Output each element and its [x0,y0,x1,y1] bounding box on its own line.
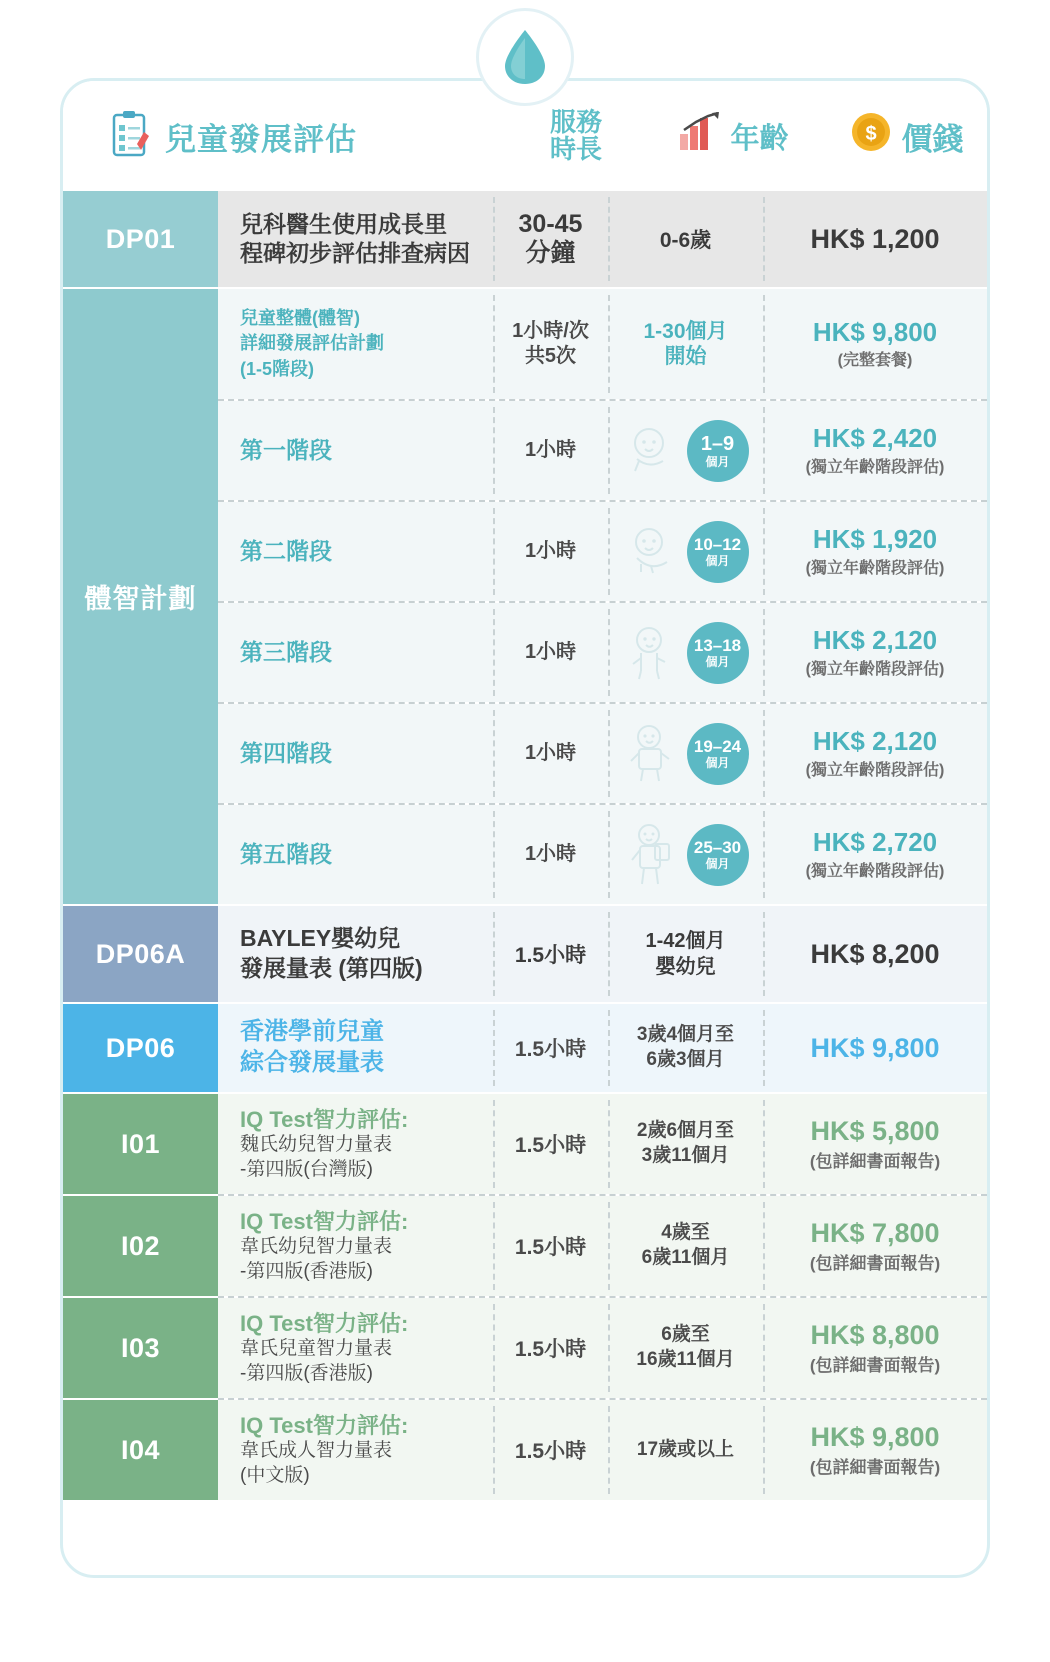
age-bubble: 19–24 個月 [687,723,749,785]
row-duration: 1小時 [524,439,577,461]
row-price: HK$ 5,800 (包詳細書面報告) [809,1115,941,1172]
row-name: 第三階段 [240,638,332,665]
table-row [63,1298,987,1398]
water-drop-icon [502,28,548,86]
row-name: 第四階段 [240,739,332,766]
row-name: BAYLEY嬰幼兒 發展量表 (第四版) [240,925,423,981]
row-code: I02 [63,1196,218,1296]
age-bubble: 13–18 個月 [687,622,749,684]
row-price: HK$ 7,800 (包詳細書面報告) [809,1217,941,1274]
row-name: 香港學前兒童 綜合發展量表 [240,1018,384,1076]
row-name: IQ Test智力評估: 魏氏幼兒智力量表 -第四版(台灣版) [240,1106,409,1180]
row-code: I01 [63,1094,218,1194]
table-row [218,289,987,399]
coin-dollar-icon [850,111,892,161]
header-age-text: 年齡 [730,122,789,155]
table-row [218,805,987,904]
table-row [63,906,987,1002]
table-row [218,401,987,500]
row-name: 兒童整體(體智) 詳細發展評估計劃 (1-5階段) [240,307,384,379]
row-age [608,805,763,904]
child-stage-icon [623,822,679,888]
row-price: HK$ 1,200 [810,223,940,254]
header-age [641,112,826,160]
header-title-text: 兒童發展評估 [165,121,357,157]
row-age: 17歲或以上 [636,1438,735,1460]
row-duration: 1小時/次 共5次 [512,320,589,367]
row-name: 第一階段 [240,436,332,463]
row-name: IQ Test智力評估: 韋氏成人智力量表 (中文版) [240,1412,409,1486]
row-price: HK$ 2,120 (獨立年齡階段評估) [805,625,945,678]
row-duration: 1小時 [524,540,577,562]
row-price: HK$ 9,800 (包詳細書面報告) [809,1421,941,1478]
row-price: HK$ 8,200 [810,938,940,969]
row-age: 6歲至 16歲11個月 [636,1324,735,1370]
row-duration: 1.5小時 [514,1440,587,1463]
table-row [63,1094,987,1194]
row-age: 4歲至 6歲11個月 [641,1222,730,1268]
row-price: HK$ 2,420 (獨立年齡階段評估) [805,423,945,476]
row-age: 0-6歲 [659,229,712,252]
row-duration: 30-45 分鐘 [518,210,583,267]
row-name: IQ Test智力評估: 韋氏兒童智力量表 -第四版(香港版) [240,1310,409,1384]
table-row [218,704,987,803]
row-price: HK$ 9,800 (完整套餐) [812,316,938,370]
table-row [218,502,987,601]
table-row [63,1004,987,1092]
header-price-text: 價錢 [901,121,964,157]
row-name: 兒科醫生使用成長里 程碑初步評估排查病因 [240,210,470,266]
header-price [826,111,987,161]
clipboard-checklist-icon [111,110,151,163]
row-code: DP06A [63,906,218,1002]
group-code: 體智計劃 [63,289,218,904]
row-price: HK$ 9,800 [810,1032,940,1063]
age-bubble: 25–30 個月 [687,824,749,886]
toddler-stage-icon [623,723,679,785]
row-price: HK$ 1,920 (獨立年齡階段評估) [805,524,945,577]
row-code: I03 [63,1298,218,1398]
row-name: 第二階段 [240,537,332,564]
table-row [63,1196,987,1296]
row-name: IQ Test智力評估: 韋氏幼兒智力量表 -第四版(香港版) [240,1208,409,1282]
water-drop-logo [476,8,574,106]
age-bubble: 1–9 個月 [687,420,749,482]
row-price: HK$ 2,120 (獨立年齡階段評估) [805,726,945,779]
table-row [218,603,987,702]
growth-chart-icon [678,112,722,160]
row-code: DP06 [63,1004,218,1092]
header-title-group [111,110,511,163]
row-age: 2歲6個月至 3歲11個月 [636,1120,735,1166]
baby-stage-icon [623,423,679,479]
price-card [60,78,990,1578]
teal-group [63,289,987,904]
svg-text:$: $ [864,123,877,145]
row-duration: 1.5小時 [514,1338,587,1361]
row-duration: 1.5小時 [514,1236,587,1259]
row-duration: 1.5小時 [514,944,587,967]
row-age: 1-42個月 嬰幼兒 [645,930,726,978]
row-code: DP01 [63,191,218,287]
baby-stage-icon [623,624,679,682]
row-age [608,704,763,803]
row-age [608,401,763,500]
row-duration: 1小時 [524,843,577,865]
row-code: I04 [63,1400,218,1500]
row-age [608,603,763,702]
table-row [63,1400,987,1500]
row-age: 3歲4個月至 6歲3個月 [636,1024,735,1070]
row-duration: 1.5小時 [514,1038,587,1061]
age-bubble: 10–12 個月 [687,521,749,583]
header-duration: 服務 時長 [549,106,602,164]
row-age: 1-30個月 開始 [643,319,728,368]
row-duration: 1.5小時 [514,1134,587,1157]
price-table [63,191,987,1500]
row-age [608,502,763,601]
row-duration: 1小時 [524,742,577,764]
row-name: 第五階段 [240,840,332,867]
row-price: HK$ 2,720 (獨立年齡階段評估) [805,827,945,880]
row-duration: 1小時 [524,641,577,663]
table-row [63,191,987,287]
row-price: HK$ 8,800 (包詳細書面報告) [809,1319,941,1376]
baby-stage-icon [623,524,679,580]
